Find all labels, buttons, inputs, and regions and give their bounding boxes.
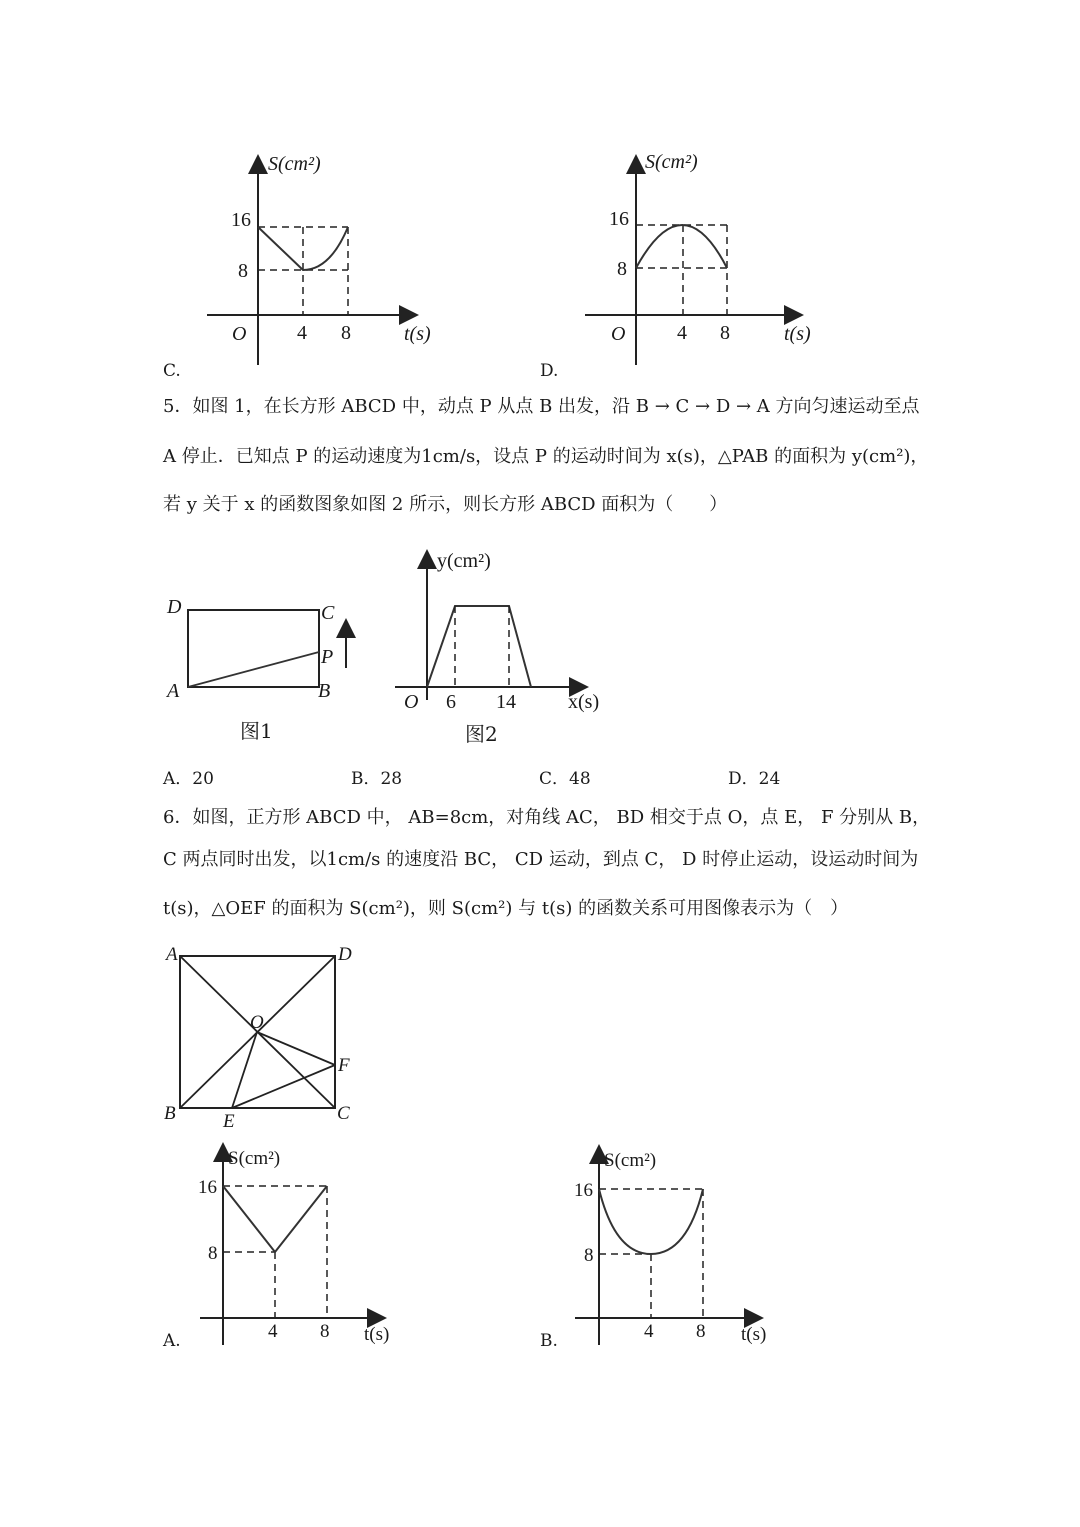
q6-graph-a-x8: 8 — [320, 1321, 330, 1342]
graph-d-s-axis-label: S(cm²) — [645, 151, 698, 173]
q5-x14-label: 14 — [496, 691, 516, 713]
q5-text-line1: 5．如图 1，在长方形 ABCD 中，动点 P 从点 B 出发，沿 B → C → D → A 方向匀速运动至点 — [163, 396, 920, 417]
q5-option-a: A．20 — [163, 769, 214, 789]
graph-c-origin: O — [232, 323, 247, 345]
q5-option-d: D．24 — [728, 769, 781, 789]
q5-origin-label: O — [404, 691, 419, 713]
sq-label-e: E — [223, 1111, 235, 1132]
q6-option-a-label: A. — [163, 1331, 181, 1351]
q5-trapezoid-curve — [427, 606, 531, 687]
q5-x-axis-label: x(s) — [568, 691, 600, 713]
graph-c — [207, 153, 431, 365]
q6-graph-a-x4: 4 — [268, 1321, 278, 1342]
q5-text-line2: A 停止．已知点 P 的运动速度为1cm/s，设点 P 的运动时间为 x(s)，△PAB 的面积为 y(cm²)， — [163, 446, 929, 467]
q6-graph-b-y16: 16 — [574, 1180, 593, 1201]
graph-c-y8: 8 — [238, 260, 248, 282]
q6-graph-b-t-axis: t(s) — [741, 1324, 767, 1345]
q6-text-line1: 6．如图，正方形 ABCD 中， AB=8cm，对角线 AC， BD 相交于点 O，点 E， F 分别从 B， — [163, 807, 931, 828]
point-label-c: C — [321, 602, 335, 624]
q6-graph-b-s-axis: S(cm²) — [604, 1150, 657, 1171]
q6-graph-a-curve — [223, 1186, 327, 1252]
graph-c-s-axis-label: S(cm²) — [268, 153, 321, 175]
q5-y-axis-label: y(cm²) — [437, 550, 491, 572]
graph-d-x4: 4 — [677, 322, 687, 344]
sq-label-f: F — [338, 1055, 350, 1076]
graph-d-x8: 8 — [720, 322, 730, 344]
q6-graph-b-y8: 8 — [584, 1245, 594, 1266]
q6-graph-a-t-axis: t(s) — [364, 1324, 390, 1345]
q6-square-figure — [164, 944, 352, 1132]
graph-c-x4: 4 — [297, 322, 307, 344]
sq-label-b: B — [164, 1103, 176, 1124]
sq-label-c: C — [337, 1103, 350, 1124]
sq-label-d: D — [338, 944, 352, 965]
q6-graph-a-y8: 8 — [208, 1243, 218, 1264]
q5-fig2-caption: 图2 — [465, 722, 498, 746]
q5-fig1-caption: 图1 — [240, 719, 273, 743]
point-label-a: A — [167, 680, 180, 702]
q5-option-b: B．28 — [351, 769, 403, 789]
point-label-b: B — [318, 680, 331, 702]
q6-text-line2: C 两点同时出发，以1cm/s 的速度沿 BC， CD 运动，到点 C， D 时停止运动，设运动时间为 — [163, 849, 919, 870]
option-d-label: D. — [540, 361, 559, 381]
q5-figure2-graph — [395, 550, 599, 713]
point-label-d: D — [167, 596, 182, 618]
q6-graph-b — [574, 1148, 766, 1345]
q5-x6-label: 6 — [446, 691, 456, 713]
graph-c-y16: 16 — [231, 209, 251, 231]
q5-text-line3: 若 y 关于 x 的函数图象如图 2 所示，则长方形 ABCD 面积为（ ） — [163, 494, 728, 515]
q5-option-c: C．48 — [539, 769, 591, 789]
q6-graph-b-curve — [599, 1189, 703, 1254]
q6-option-b-label: B. — [540, 1331, 558, 1351]
q6-graph-b-x4: 4 — [644, 1321, 654, 1342]
graph-d-t-axis-label: t(s) — [784, 323, 811, 345]
point-label-p: P — [321, 646, 334, 668]
q6-graph-b-x8: 8 — [696, 1321, 706, 1342]
sq-label-o: O — [250, 1012, 264, 1033]
graph-d-curve — [636, 225, 727, 268]
graph-d-origin: O — [611, 323, 626, 345]
graph-d-y16: 16 — [609, 208, 629, 230]
graph-c-t-axis-label: t(s) — [404, 323, 431, 345]
graph-d-y8: 8 — [617, 258, 627, 280]
q6-graph-a — [198, 1146, 389, 1345]
q6-graph-a-y16: 16 — [198, 1177, 217, 1198]
q6-graph-a-s-axis: S(cm²) — [228, 1148, 281, 1169]
graph-d — [585, 151, 811, 365]
q5-figure1-rectangle — [165, 596, 346, 702]
q6-text-line3: t(s)，△OEF 的面积为 S(cm²)，则 S(cm²) 与 t(s) 的函数关系可用图像表示为（ ） — [163, 898, 849, 919]
option-c-label: C. — [163, 361, 181, 381]
graph-c-x8: 8 — [341, 322, 351, 344]
sq-label-a: A — [166, 944, 178, 965]
